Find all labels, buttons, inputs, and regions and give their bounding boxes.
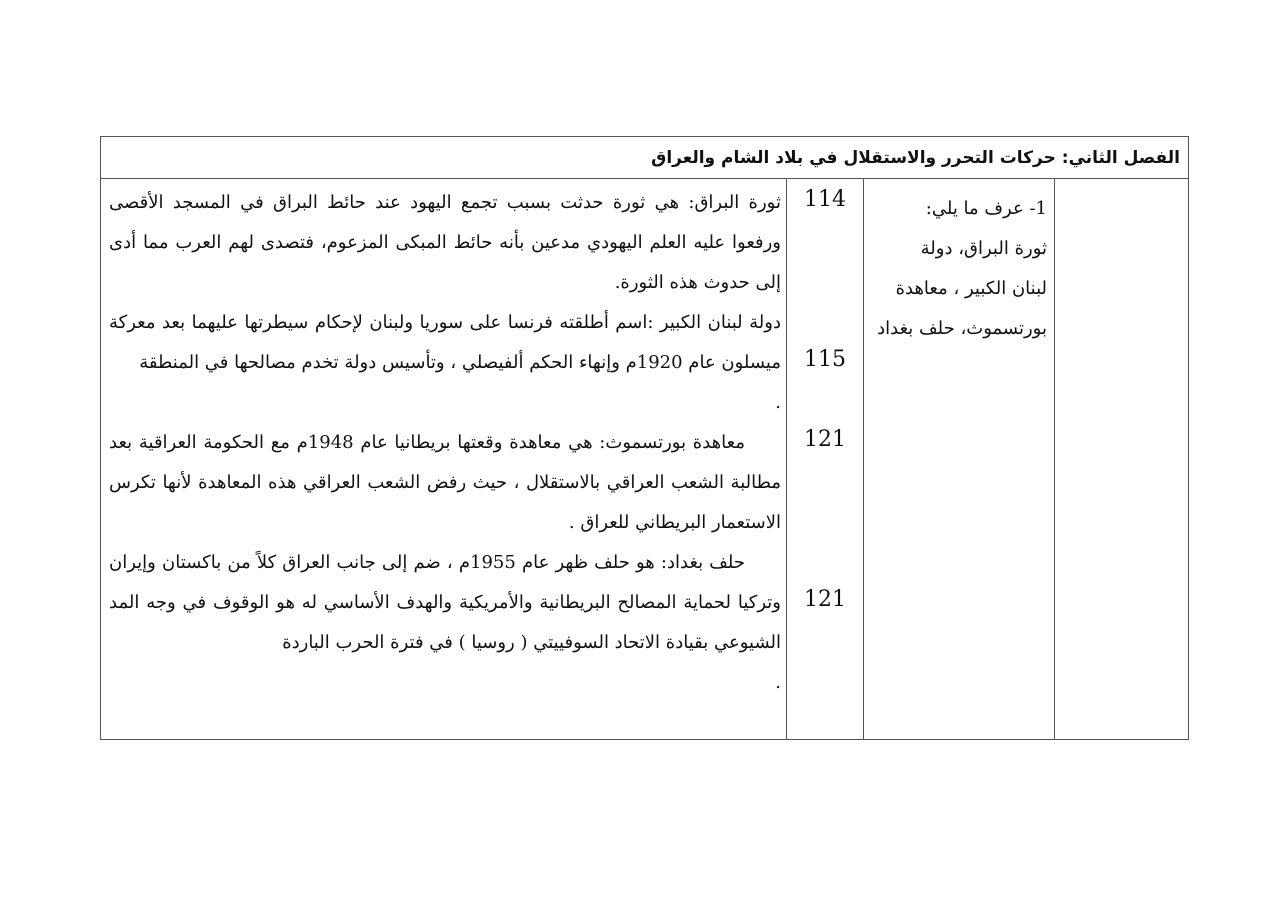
column-divider: [1054, 179, 1055, 739]
question-line: ثورة البراق، دولة: [920, 238, 1047, 259]
column-divider: [863, 179, 864, 739]
chapter-title: الفصل الثاني: حركات التحرر والاستقلال في بلاد الشام والعراق: [101, 137, 1188, 179]
answer-paragraph: حلف بغداد: هو حلف ظهر عام 1955م ، ضم إلى جانب العراق كلاً من باكستان وإيران وتركيا لحماية المصالح البريطانية والأمريكية والهدف الأساسي له هو الوقوف في وجه المد الشيوعي بقيادة الاتحاد السوفييتي ( روسيا ) في فترة الحرب الباردة: [109, 552, 781, 653]
page-number: 121: [804, 587, 846, 612]
page-number: 121: [804, 427, 846, 452]
question-cell: [865, 189, 1047, 349]
page-number: 114: [804, 187, 846, 212]
lesson-table: [100, 136, 1189, 740]
question-line: بورتسموث، حلف بغداد: [877, 318, 1047, 339]
question-line: لبنان الكبير ، معاهدة: [895, 278, 1047, 299]
answer-paragraph: .: [775, 392, 781, 413]
column-divider: [786, 179, 787, 739]
answer-paragraph: ثورة البراق: هي ثورة حدثت بسبب تجمع اليهود عند حائط البراق في المسجد الأقصى ورفعوا عليه العلم اليهودي مدعين بأنه حائط المبكى المزعوم، فتصدى لهم العرب مما أدى إلى حدوث هذه الثورة.: [109, 192, 781, 293]
answer-paragraph: .: [775, 672, 781, 693]
question-line: 1- عرف ما يلي:: [925, 198, 1047, 219]
answer-paragraph: معاهدة بورتسموث: هي معاهدة وقعتها بريطانيا عام 1948م مع الحكومة العراقية بعد مطالبة الشعب العراقي بالاستقلال ، حيث رفض الشعب العراقي هذه المعاهدة لأنها تكرس الاستعمار البريطاني للعراق .: [109, 432, 781, 533]
answers-cell: [109, 183, 781, 703]
page-number: 115: [804, 347, 846, 372]
answer-paragraph: دولة لبنان الكبير :اسم أطلقته فرنسا على سوريا ولبنان لإحكام سيطرتها عليهما بعد معركة ميسلون عام 1920م وإنهاء الحكم ألفيصلي ، وتأسيس دولة تخدم مصالحها في المنطقة: [109, 312, 781, 373]
